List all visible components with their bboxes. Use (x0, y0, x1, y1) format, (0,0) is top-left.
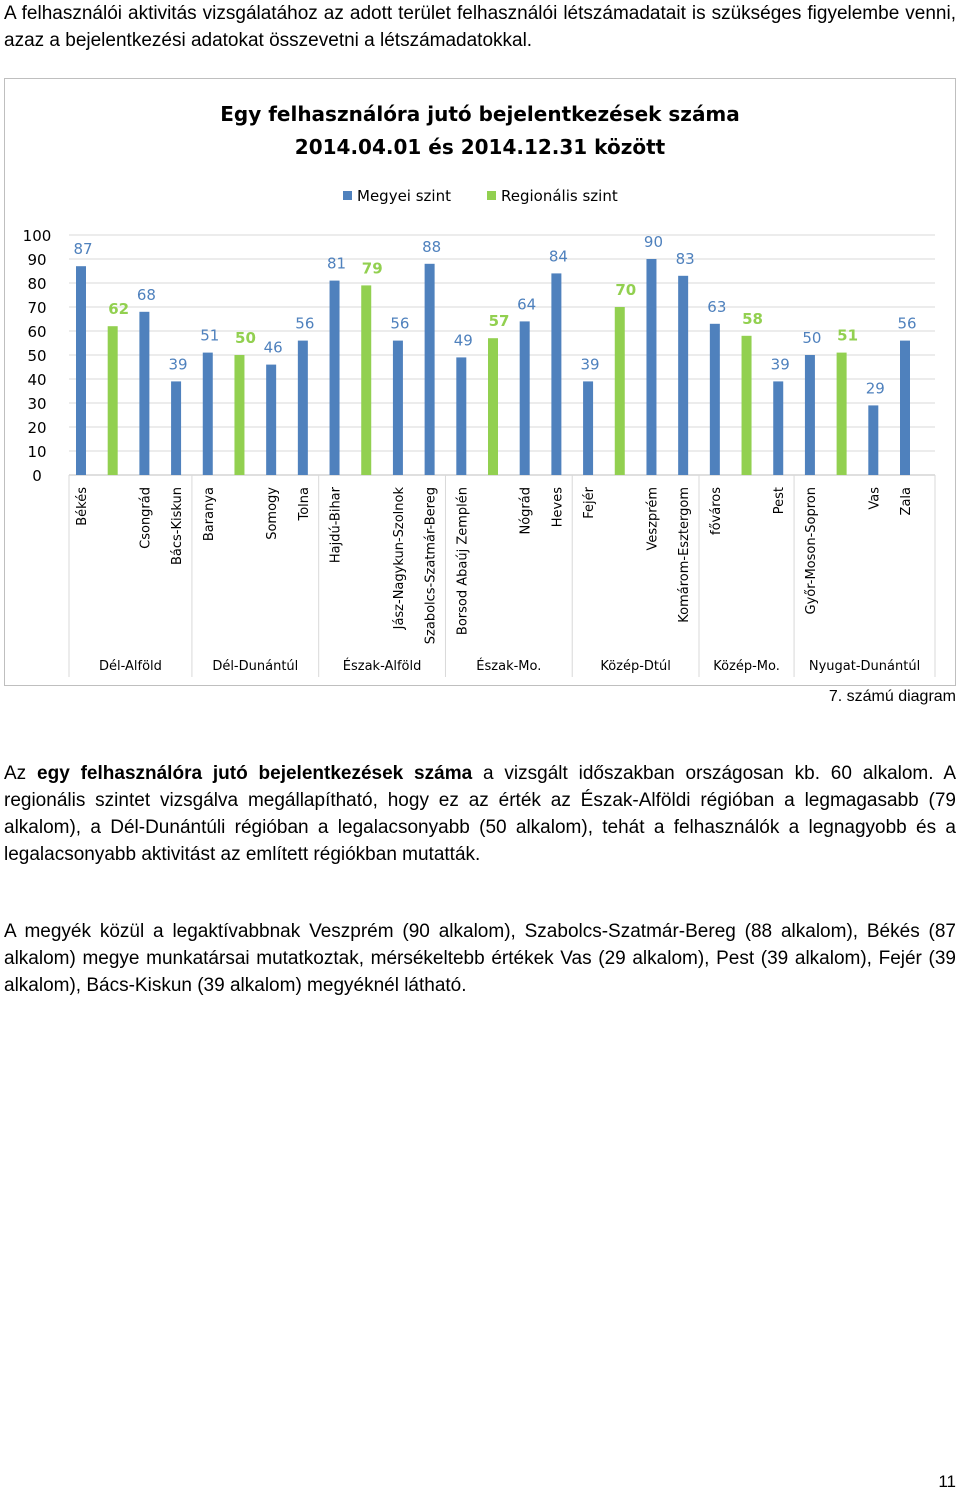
county-value-label: 64 (517, 295, 537, 314)
summary-bold-term: egy felhasználóra jutó bejelentkezések száma (37, 763, 473, 784)
bar-regional (742, 336, 752, 475)
bar-county (773, 381, 783, 475)
y-tick-label: 90 (27, 251, 47, 269)
y-tick-label: 100 (22, 227, 52, 245)
x-tick-label: Heves (550, 487, 566, 528)
x-tick-label: Vas (867, 487, 883, 510)
counties-paragraph: A megyék közül a legaktívabbnak Veszprém (90 alkalom), Szabolcs-Szatmár-Bereg (88 alkalom), Békés (87 alkalom) megye munkatársai mutatkoztak, mérsékeltebb értékek Vas (29 alkalom), Pest (39 alkalom), Fejér (39 alkalom), Bács-Kiskun (39 alkalom) megyéknél látható. (4, 921, 956, 996)
regional-value-label: 51 (837, 326, 859, 345)
region-label: Dél-Alföld (98, 659, 162, 674)
bar-county (456, 357, 466, 475)
county-value-label: 39 (168, 355, 188, 374)
summary-text-start: Az (4, 763, 38, 784)
chart-svg (5, 79, 955, 685)
bar-regional (488, 338, 498, 475)
legend-label-megyei: Megyei szint (357, 187, 451, 205)
bar-county (76, 266, 86, 475)
bar-regional (108, 326, 118, 475)
x-tick-label: Győr-Moson-Sopron (803, 487, 819, 615)
x-tick-label: Veszprém (645, 487, 661, 551)
county-value-label: 56 (295, 314, 315, 333)
county-value-label: 29 (865, 379, 885, 398)
county-value-label: 50 (802, 329, 822, 347)
regional-value-label: 79 (361, 259, 383, 278)
bar-county (171, 381, 181, 475)
bar-county (678, 276, 688, 475)
county-value-label: 81 (326, 254, 347, 273)
region-label: Dél-Dunántúl (212, 659, 299, 674)
bar-county (393, 341, 403, 475)
region-label: Nyugat-Dunántúl (808, 659, 921, 674)
county-value-label: 51 (200, 326, 220, 345)
region-label: Észak-Alföld (342, 659, 422, 674)
bar-county (203, 353, 213, 475)
chart-caption: 7. számú diagram (828, 688, 956, 705)
regional-value-label: 57 (488, 312, 510, 331)
bar-county (520, 321, 530, 475)
x-tick-label: Pest (772, 487, 788, 515)
x-tick-label: Bács-Kiskun (170, 487, 186, 566)
county-value-label: 88 (422, 237, 442, 256)
bar-county (805, 355, 815, 475)
bar-county (266, 365, 276, 475)
bar-county (868, 405, 878, 475)
y-tick-label: 30 (27, 395, 47, 413)
chart-title: Egy felhasználóra jutó bejelentkezések száma (220, 102, 740, 126)
regional-value-label: 62 (108, 300, 130, 319)
legend-label-regionalis: Regionális szint (501, 187, 618, 205)
bar-regional (615, 307, 625, 475)
bar-county (900, 341, 910, 475)
county-value-label: 63 (707, 297, 727, 316)
bar-regional (234, 355, 244, 475)
y-tick-label: 50 (27, 347, 47, 365)
bar-county (646, 259, 656, 475)
region-label: Észak-Mo. (476, 659, 542, 674)
county-value-label: 87 (73, 240, 93, 259)
county-value-label: 84 (548, 247, 568, 266)
county-value-label: 56 (390, 314, 410, 333)
bar-county (710, 324, 720, 475)
x-tick-label: Baranya (201, 487, 217, 542)
x-tick-label: Somogy (265, 487, 281, 540)
summary-text-rest: a vizsgált időszakban országosan kb. 60 alkalom. A regionális szintet vizsgálva megállapítható, hogy ez az érték az Észak-Alföldi régióban a legmagasabb (79 alkalom), a Dél-Dunántúli régióban a legalacsonyabb (50 alkalom), tehát a felhasználók a legnagyobb és a legalacsonyabb aktivitást az említett régiókban mutatták. (4, 763, 956, 865)
x-tick-label: Szabolcs-Szatmár-Bereg (423, 487, 439, 645)
intro-paragraph: A felhasználói aktivitás vizsgálatához az adott terület felhasználói létszámadatait is szükséges figyelembe venni, azaz a bejelentkezési adatokat összevetni a létszámadatokkal. (4, 3, 956, 51)
legend-swatch-megyei (343, 191, 352, 200)
bar-county (425, 264, 435, 475)
county-value-label: 83 (675, 249, 695, 268)
x-tick-label: Csongrád (138, 487, 154, 549)
county-value-label: 49 (453, 331, 473, 350)
y-tick-label: 0 (32, 467, 42, 485)
x-tick-label: főváros (708, 487, 724, 535)
region-label: Közép-Mo. (713, 659, 780, 674)
y-tick-label: 70 (27, 299, 47, 317)
bar-chart (4, 78, 956, 686)
x-tick-label: Jász-Nagykun-Szolnok (391, 487, 407, 630)
x-tick-label: Tolna (296, 487, 312, 521)
county-value-label: 90 (643, 233, 664, 251)
regional-value-label: 50 (235, 329, 256, 347)
bar-county (583, 381, 593, 475)
y-tick-label: 80 (27, 275, 47, 293)
page-number: 11 (938, 1472, 956, 1491)
bar-county (551, 273, 561, 475)
bar-regional (361, 285, 371, 475)
chart-subtitle: 2014.04.01 és 2014.12.31 között (294, 135, 666, 159)
x-tick-label: Komárom-Esztergom (677, 487, 693, 623)
regional-value-label: 58 (742, 309, 763, 328)
bar-regional (837, 353, 847, 475)
county-value-label: 39 (770, 355, 790, 374)
x-tick-label: Hajdú-Bihar (328, 487, 344, 564)
y-tick-label: 20 (27, 419, 47, 437)
county-value-label: 46 (263, 338, 283, 357)
county-value-label: 68 (136, 285, 156, 304)
county-value-label: 56 (897, 314, 917, 333)
region-label: Közép-Dtúl (600, 659, 671, 674)
y-tick-label: 10 (27, 443, 47, 461)
county-value-label: 39 (580, 355, 600, 374)
legend-swatch-regionalis (487, 191, 496, 200)
x-tick-label: Borsod Abaúj Zemplén (455, 487, 471, 636)
x-tick-label: Fejér (582, 487, 598, 519)
bar-county (298, 341, 308, 475)
regional-value-label: 70 (615, 281, 637, 299)
summary-paragraph (4, 760, 956, 868)
y-tick-label: 60 (27, 323, 47, 341)
bar-county (330, 281, 340, 475)
bar-county (139, 312, 149, 475)
x-tick-label: Nógrád (518, 487, 534, 535)
x-tick-label: Zala (899, 487, 914, 516)
y-tick-label: 40 (27, 371, 47, 389)
x-tick-label: Békés (75, 487, 90, 526)
